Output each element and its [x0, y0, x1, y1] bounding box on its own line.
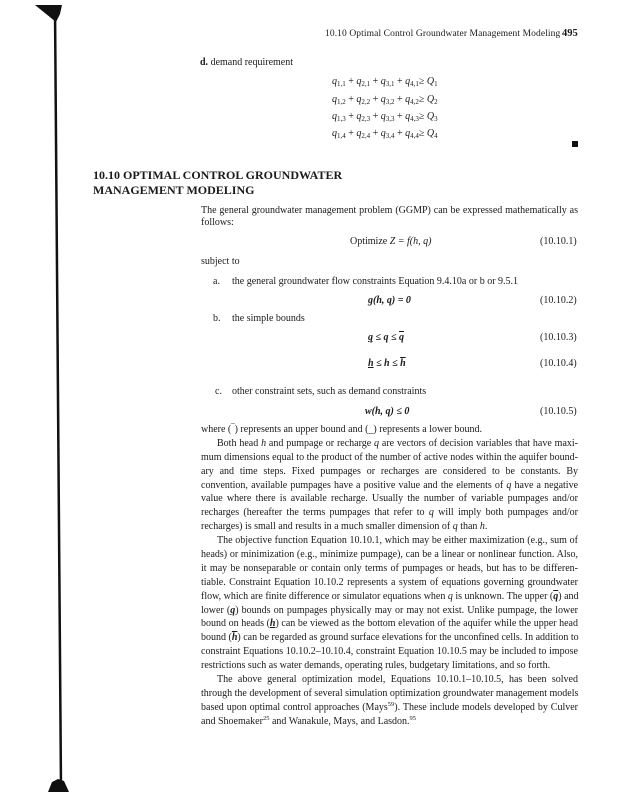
variable: q	[380, 128, 386, 139]
body-text	[201, 423, 578, 729]
plus-sign: +	[394, 111, 406, 122]
variable: h	[479, 521, 485, 533]
variable: q	[428, 507, 434, 519]
section-heading-line1: 10.10 OPTIMAL CONTROL GROUNDWATER	[93, 168, 343, 182]
subscript: 2,1	[361, 80, 371, 88]
variable: q	[356, 76, 362, 87]
subscript: 4,2	[410, 98, 419, 106]
item-b-label: b.	[213, 313, 221, 324]
subscript: 3,2	[385, 98, 395, 106]
variable: q	[405, 128, 411, 139]
variable: q	[506, 479, 512, 491]
subscript: 3,3	[385, 115, 395, 123]
text-run: are vectors of decision variables that have maxi-	[379, 437, 578, 449]
subject-to: subject to	[201, 256, 240, 267]
text-run: mum dimensions equal to the product of the number of active nodes within the aquifer bound-	[201, 451, 578, 463]
variable: q	[332, 128, 337, 139]
plus-sign: +	[394, 94, 406, 105]
eq4-middle: ≤ h ≤	[373, 358, 401, 369]
plus-sign: +	[394, 128, 406, 139]
text-run: restrictions such as water demands, operating rules, budgetary limitations, and so forth.	[201, 660, 551, 672]
text-run: through the development of several simulation optimization groundwater management models	[201, 687, 579, 699]
upper-bound-h: $\overline{h}$	[400, 358, 406, 369]
equation-10-10-1	[350, 236, 431, 247]
text-run: and Wanakule, Mays, and Lasdon.	[269, 715, 410, 727]
variable: q	[356, 94, 362, 105]
plus-sign: +	[345, 128, 357, 139]
text-line	[201, 659, 578, 673]
text-line	[201, 687, 578, 701]
item-d-label: d.	[200, 57, 209, 68]
equation-number: (10.10.5)	[540, 406, 577, 417]
subscript: 3,4	[385, 132, 395, 140]
text-line	[201, 617, 578, 631]
equation-number: (10.10.2)	[540, 295, 577, 306]
text-run: ) can be regarded as ground surface elevations for the unconfined cells. In addition to	[237, 632, 579, 644]
running-header	[325, 28, 578, 39]
demand-variable: Q	[426, 128, 435, 139]
subscript: 2,4	[361, 132, 371, 140]
variable: q	[380, 94, 386, 105]
lower-bound-q: q	[368, 332, 373, 343]
subscript: 3,1	[385, 80, 395, 88]
item-b-text: the simple bounds	[232, 313, 305, 324]
text-line	[201, 604, 578, 618]
text-line	[201, 479, 578, 493]
upper-bound-q: $\overline{q}$	[398, 332, 404, 343]
section-heading-line2: MANAGEMENT MODELING	[93, 183, 255, 197]
text-run: will imply both pumpages and/or	[433, 507, 579, 519]
item-d	[200, 57, 293, 68]
variable: q	[405, 94, 411, 105]
equation-number: (10.10.1)	[540, 236, 577, 247]
item-c-text: other constraint sets, such as demand constraints	[232, 386, 427, 397]
text-line	[201, 562, 578, 576]
variable: q	[380, 111, 386, 122]
plus-sign: +	[345, 94, 357, 105]
text-run: flow, which are finite difference or simulator equations when	[201, 590, 448, 602]
subscript: 4,1	[410, 80, 419, 88]
text-run: it may be nonseparable or contain only terms of pumpages or heads, but has to be differen-	[201, 562, 578, 574]
text-run: is unknown. The upper (	[452, 590, 554, 602]
plus-sign: +	[370, 111, 381, 122]
text-run: The objective function Equation 10.10.1, which may be either maximization (e.g., sum of	[217, 535, 578, 547]
item-a	[213, 276, 519, 287]
subscript: 4,3	[410, 115, 419, 123]
subscript: 1,1	[337, 80, 346, 88]
text-line	[201, 520, 578, 534]
equation-10-10-2: g(h, q) = 0	[368, 295, 411, 306]
text-run: and Shoemaker	[201, 715, 263, 727]
item-b	[213, 313, 305, 324]
variable: q	[405, 111, 411, 122]
intro-line-2: follows:	[201, 217, 234, 228]
reference-superscript: 59	[387, 700, 395, 708]
text-line	[201, 437, 578, 451]
reference-superscript: 95	[409, 714, 417, 722]
page-number: 495	[562, 28, 578, 39]
variable: q	[380, 76, 386, 87]
upper-bound-symbol: $\overline{q}$	[553, 590, 559, 602]
subscript: 4,4	[410, 132, 419, 140]
subscript: 2,3	[361, 115, 371, 123]
item-a-text: the general groundwater flow constraints Equation 9.4.10a or b or 9.5.1	[232, 276, 519, 287]
upper-bound-symbol: $\overline{h}$	[231, 632, 238, 644]
text-line	[201, 576, 578, 590]
text-line	[201, 465, 578, 479]
subscript: 1,4	[337, 132, 346, 140]
text-run: ) bounds on pumpages physically may or may not exist. Unlike pumpage, the lower	[235, 604, 578, 616]
lower-bound-symbol: h	[269, 618, 276, 630]
subscript: 2,2	[361, 98, 371, 106]
text-line	[201, 673, 578, 687]
text-run: lower (	[201, 604, 231, 616]
text-run: bound on heads (	[201, 618, 270, 630]
item-d-text: demand requirement	[210, 57, 294, 68]
text-run: .	[484, 521, 488, 533]
text-line	[201, 506, 578, 520]
text-line	[201, 715, 578, 729]
text-run: recharges) is small and results in a much smaller dimension of	[201, 521, 453, 533]
text-line	[201, 492, 578, 506]
text-run: convention, available pumpages have a positive value and the elements of	[201, 479, 507, 491]
text-run: ) and	[558, 590, 579, 602]
text-line	[201, 590, 578, 604]
subscript: 2	[434, 98, 438, 106]
text-line	[201, 451, 578, 465]
text-run: ary and time steps. Fixed pumpages or recharges are considered to be constants. By	[201, 465, 578, 477]
variable: q	[447, 590, 453, 602]
text-run: value where there is available recharge. Usually the number of variable pumpages and/or	[201, 493, 578, 505]
plus-sign: +	[370, 94, 381, 105]
text-run: tiable. Constraint Equation 10.10.2 represents a system of equations governing groundwater	[201, 576, 578, 588]
item-a-label: a.	[213, 276, 220, 287]
variable: q	[405, 76, 411, 87]
text-run: Both head	[217, 437, 262, 449]
demand-equation-row	[332, 128, 438, 139]
equation-10-10-4	[368, 358, 406, 369]
plus-sign: +	[370, 76, 381, 87]
plus-sign: +	[345, 111, 357, 122]
text-run: than	[457, 521, 480, 533]
demand-variable: Q	[426, 76, 435, 87]
equation-10-10-5: w(h, q) ≤ 0	[365, 406, 410, 417]
demand-variable: Q	[426, 111, 435, 122]
text-run: ). These include models developed by Culver	[394, 701, 578, 713]
plus-sign: +	[370, 128, 381, 139]
text-line	[201, 645, 578, 659]
equation-number: (10.10.4)	[540, 358, 577, 369]
subscript: 1	[434, 80, 438, 88]
eq3-middle: ≤ q ≤	[373, 332, 399, 343]
variable: q	[332, 111, 337, 122]
text-line	[201, 548, 578, 562]
demand-variable: Q	[426, 94, 435, 105]
text-run: where (‾) represents an upper bound and (_) represents a lower bound.	[201, 424, 483, 435]
text-run: ) can be viewed as the bottom elevation of the aquifer while the upper head	[275, 618, 578, 630]
geq-sign: ≥	[418, 76, 427, 87]
equation-number: (10.10.3)	[540, 332, 577, 343]
variable: q	[356, 111, 362, 122]
geq-sign: ≥	[418, 111, 427, 122]
subscript: 3	[434, 115, 438, 123]
subscript: 1,2	[337, 98, 346, 106]
text-run: recharges (hereafter the terms pumpages that refer to	[201, 507, 429, 519]
lower-bound-h: h	[368, 358, 374, 369]
objective-expression: Z = f(h, q)	[389, 236, 432, 247]
variable: q	[356, 128, 362, 139]
geq-sign: ≥	[418, 128, 427, 139]
geq-sign: ≥	[418, 94, 427, 105]
end-of-example-mark	[572, 141, 578, 147]
subscript: 4	[434, 132, 438, 140]
variable: q	[332, 94, 337, 105]
text-run: The above general optimization model, Equations 10.10.1–10.10.5, has been solved	[217, 674, 578, 686]
variable: q	[374, 437, 380, 449]
text-run: and pumpage or recharge	[266, 437, 375, 449]
text-run: constraint Equations 10.10.2–10.10.4, constraint Equation 10.10.5 may be included to impose	[201, 646, 578, 658]
text-run: bound (	[201, 632, 232, 644]
lower-bound-symbol: q	[230, 604, 236, 616]
section-heading	[93, 168, 342, 198]
text-line	[201, 534, 578, 548]
item-c	[215, 386, 427, 397]
text-line	[201, 423, 578, 437]
intro-line-1: The general groundwater management problem (GGMP) can be expressed mathematically as	[201, 205, 578, 216]
running-header-title: 10.10 Optimal Control Groundwater Management Modeling	[325, 29, 561, 39]
text-run: heads) or minimization (e.g., minimize pumpage), can be a linear or nonlinear function. Also,	[201, 549, 578, 561]
plus-sign: +	[345, 76, 357, 87]
equation-10-10-3	[368, 332, 404, 343]
variable: h	[261, 437, 267, 449]
demand-equation-row	[332, 111, 438, 122]
text-line	[201, 701, 578, 715]
demand-equation-row	[332, 76, 438, 87]
text-run: based upon optimal control approaches (Mays	[201, 701, 388, 713]
item-c-label: c.	[215, 386, 222, 397]
optimize-word: Optimize	[350, 236, 390, 247]
page-binding-edge	[0, 0, 80, 800]
subscript: 1,3	[337, 115, 346, 123]
text-line	[201, 631, 578, 645]
plus-sign: +	[394, 76, 406, 87]
text-run: have a negative	[511, 479, 579, 491]
variable: q	[332, 76, 337, 87]
demand-equation-row	[332, 94, 438, 105]
variable: q	[452, 521, 458, 533]
reference-superscript: 25	[262, 714, 270, 722]
